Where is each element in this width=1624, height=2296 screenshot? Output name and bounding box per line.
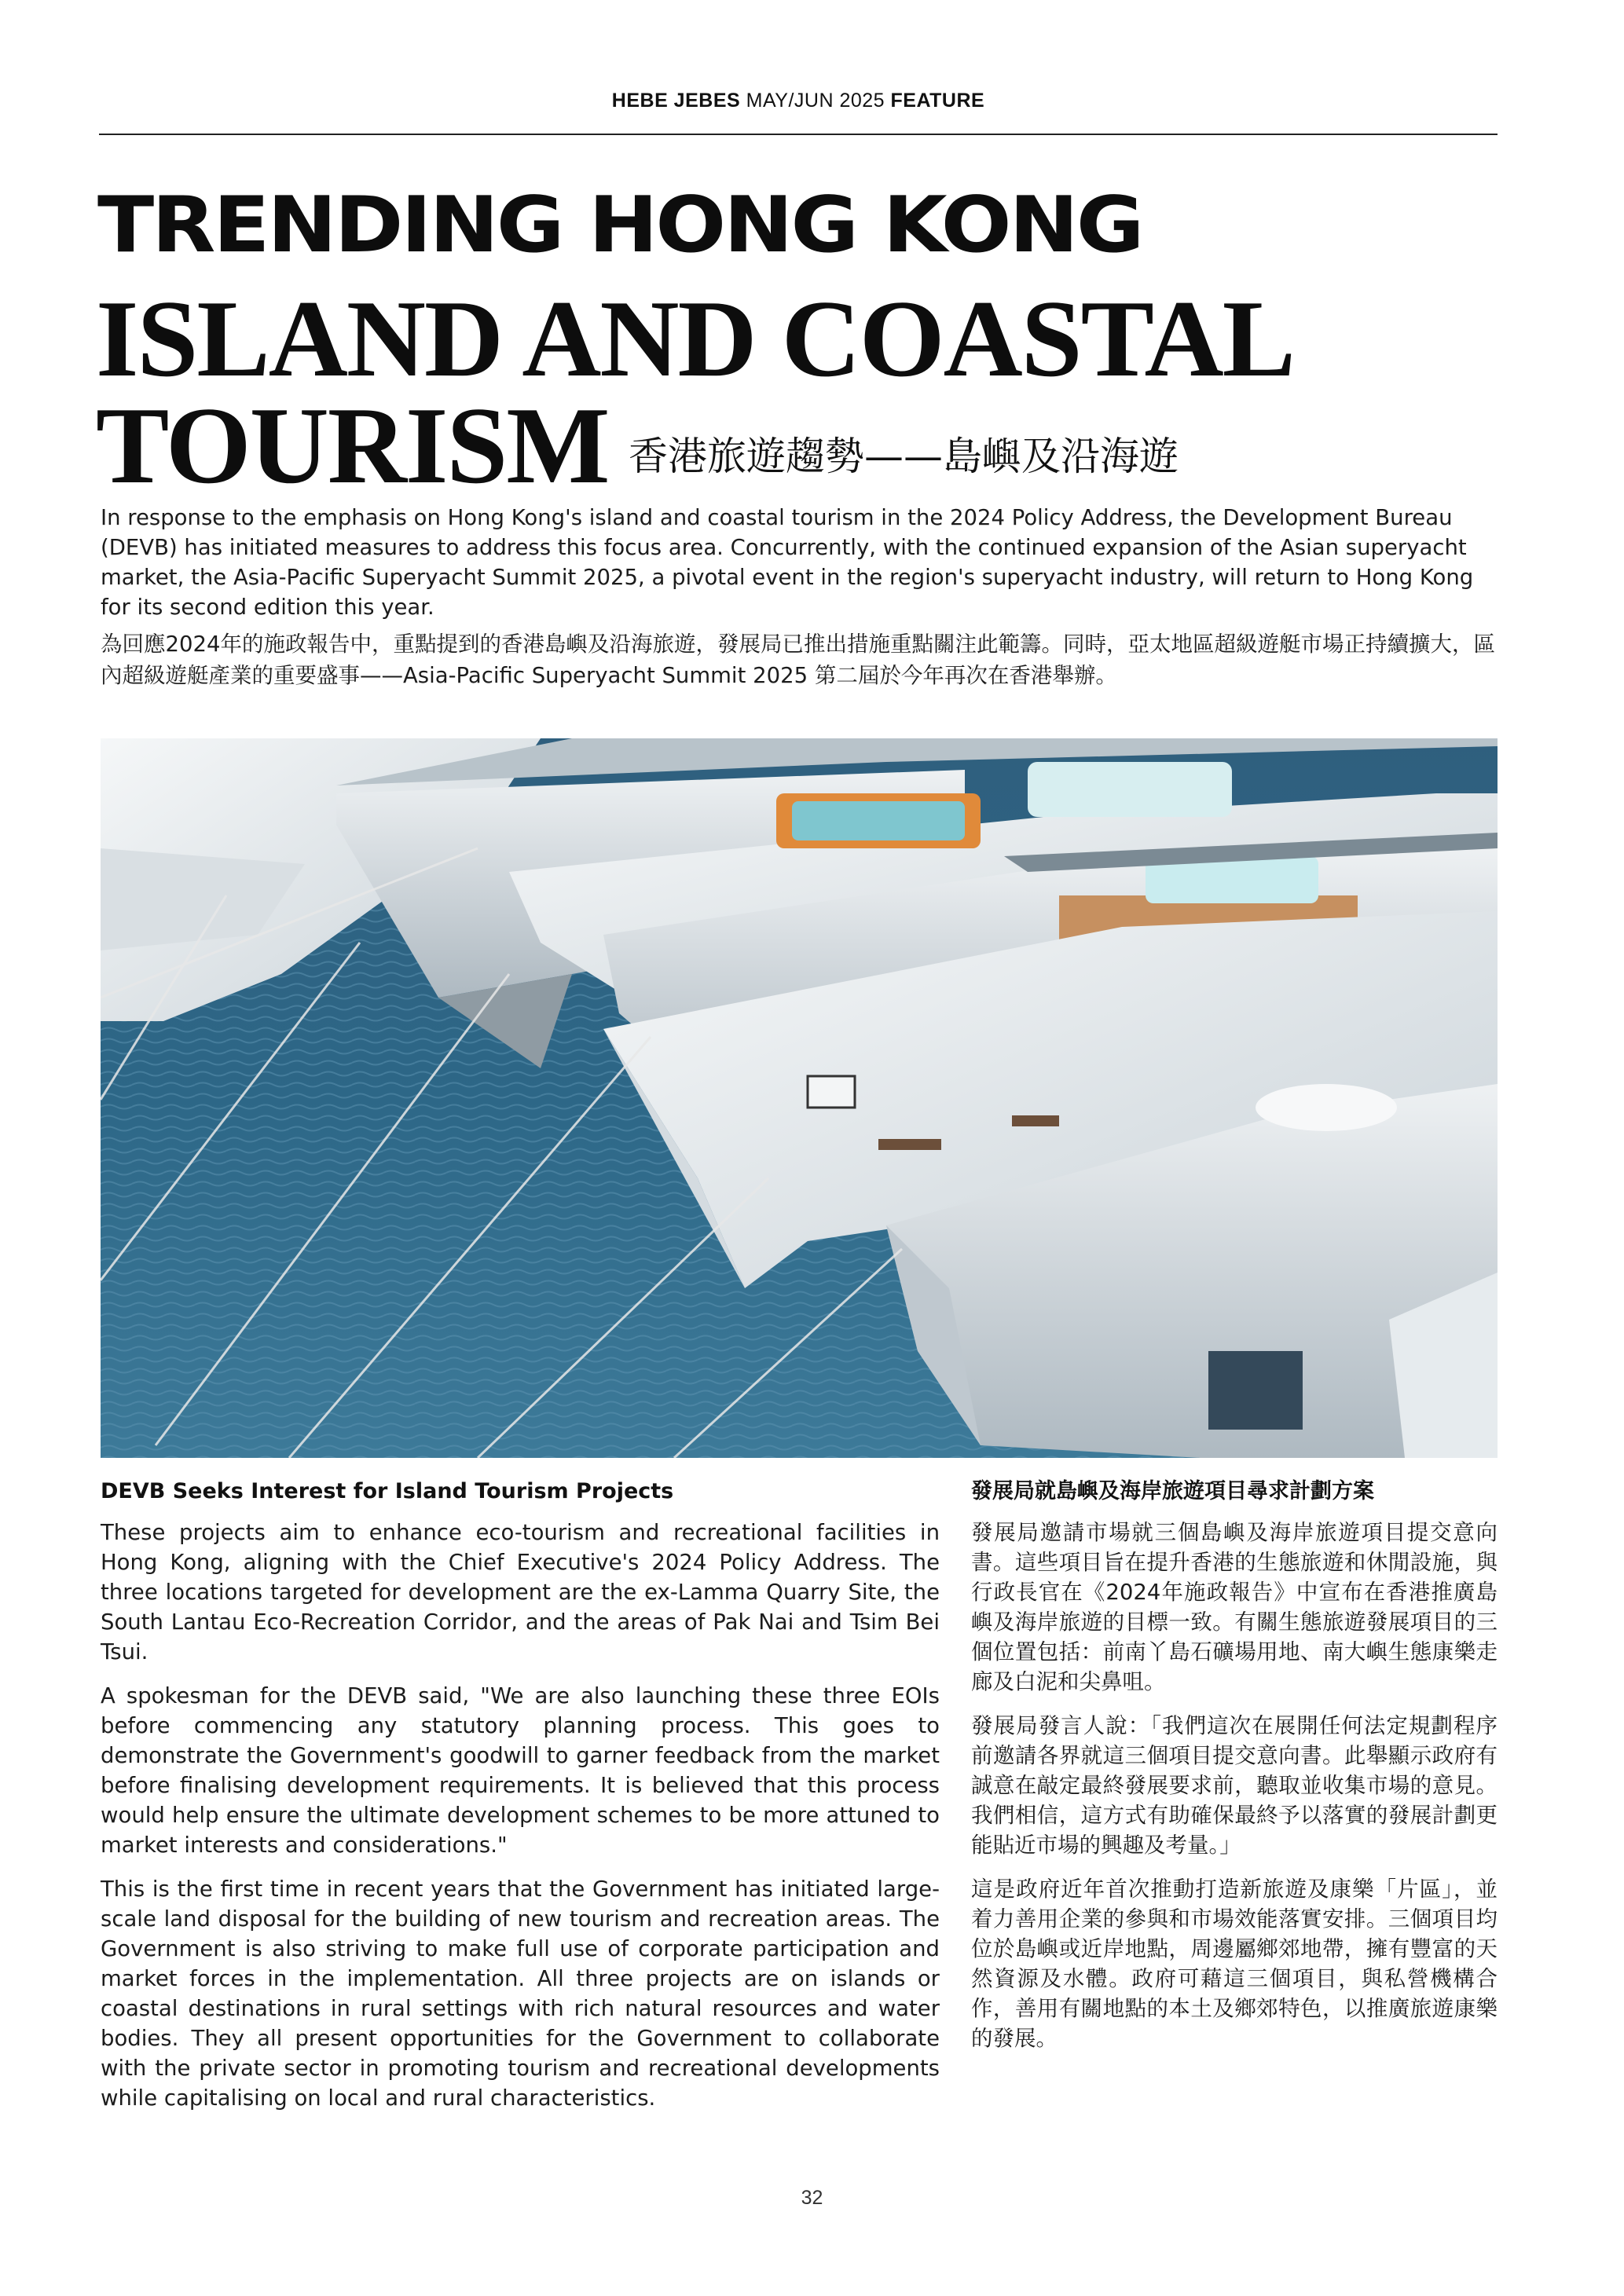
paragraph: 發展局邀請市場就三個島嶼及海岸旅遊項目提交意向書。這些項目旨在提升香港的生態旅遊和休閒設施，與行政長官在《2024年施政報告》中宣布在香港推廣島嶼及海岸旅遊的目標一致。有關生態旅遊發展項目的三個位置包括：前南丫島石礦場用地、南大嶼生態康樂走廊及白泥和尖鼻咀。 bbox=[971, 1520, 1498, 1694]
paragraph: A spokesman for the DEVB said, "We are also launching these three EOIs before commencing any statutory planning process. This goes to demonstrate the Government's goodwill to garner feedback from the market before finalising development requirements. It is believed that this process would help ensure the ultimate development schemes to be more attuned to market interests and considerations." bbox=[101, 1683, 940, 1858]
running-header bbox=[99, 90, 1498, 112]
issue-date: MAY/JUN 2025 bbox=[746, 90, 885, 112]
paragraph: This is the first time in recent years that the Government has initiated large-scale land disposal for the building of new tourism and recreation areas. The Government is also striving to make full use of corporate participation and market forces in the implementation. All three projects are on islands or coastal destinations in rural settings with rich natural resources and water bodies. They all present opportunities for the Government to collaborate with the private sector in promoting tourism and recreational developments while capitalising on local and rural characteristics. bbox=[101, 1877, 940, 2111]
intro-english: In response to the emphasis on Hong Kong's island and coastal tourism in the 2024 Policy Address, the Development Bureau (DEVB) has initiated measures to address this focus area. Concurrently, with the continued expansion of the Asian superyacht market, the Asia-Pacific Superyacht Summit 2025, a pivotal event in the region's superyacht industry, will return to Hong Kong for its second edition this year. bbox=[101, 505, 1474, 620]
paragraph: 這是政府近年首次推動打造新旅遊及康樂「片區」，並着力善用企業的參與和市場效能落實安排。三個項目均位於島嶼或近岸地點，周邊屬鄉郊地帶，擁有豐富的天然資源及水體。政府可藉這三個項目，與私營機構合作，善用有關地點的本土及鄉郊特色，以推廣旅遊康樂的發展。 bbox=[971, 1877, 1498, 2051]
section-heading-english: DEVB Seeks Interest for Island Tourism Projects bbox=[101, 1479, 674, 1503]
title-main-line2: TOURISM bbox=[96, 385, 609, 507]
section-name: FEATURE bbox=[890, 90, 985, 112]
intro-chinese: 為回應2024年的施政報告中，重點提到的香港島嶼及沿海旅遊，發展局已推出措施重點關注此範籌。同時，亞太地區超級遊艇市場正持續擴大，區內超級遊艇產業的重要盛事——Asia-Pacific Superyacht Summit 2025 第二屆於今年再次在香港舉辦。 bbox=[101, 632, 1495, 688]
magazine-name: HEBE JEBES bbox=[611, 90, 741, 112]
title-chinese: 香港旅遊趨勢——島嶼及沿海遊 bbox=[629, 434, 1179, 479]
superyacht-photo bbox=[101, 738, 1498, 1458]
title-main-line1: ISLAND AND COASTAL bbox=[96, 278, 1295, 400]
article-column-english bbox=[101, 1477, 940, 2127]
page-number: 32 bbox=[801, 2187, 823, 2209]
title-kicker: TRENDING HONG KONG bbox=[97, 181, 1142, 270]
header-rule bbox=[99, 134, 1498, 135]
article-column-chinese bbox=[971, 1477, 1498, 2067]
paragraph: These projects aim to enhance eco-tourism and recreational facilities in Hong Kong, aligning with the Chief Executive's 2024 Policy Address. The three locations targeted for development are the ex-Lamma Quarry Site, the South Lantau Eco-Recreation Corridor, and the areas of Pak Nai and Tsim Bei Tsui. bbox=[101, 1520, 940, 1664]
section-heading-chinese: 發展局就島嶼及海岸旅遊項目尋求計劃方案 bbox=[971, 1479, 1374, 1503]
paragraph: 發展局發言人說：「我們這次在展開任何法定規劃程序前邀請各界就這三個項目提交意向書。此舉顯示政府有誠意在敲定最終發展要求前，聽取並收集市場的意見。我們相信，這方式有助確保最終予以落實的發展計劃更能貼近市場的興趣及考量。」 bbox=[971, 1713, 1498, 1858]
